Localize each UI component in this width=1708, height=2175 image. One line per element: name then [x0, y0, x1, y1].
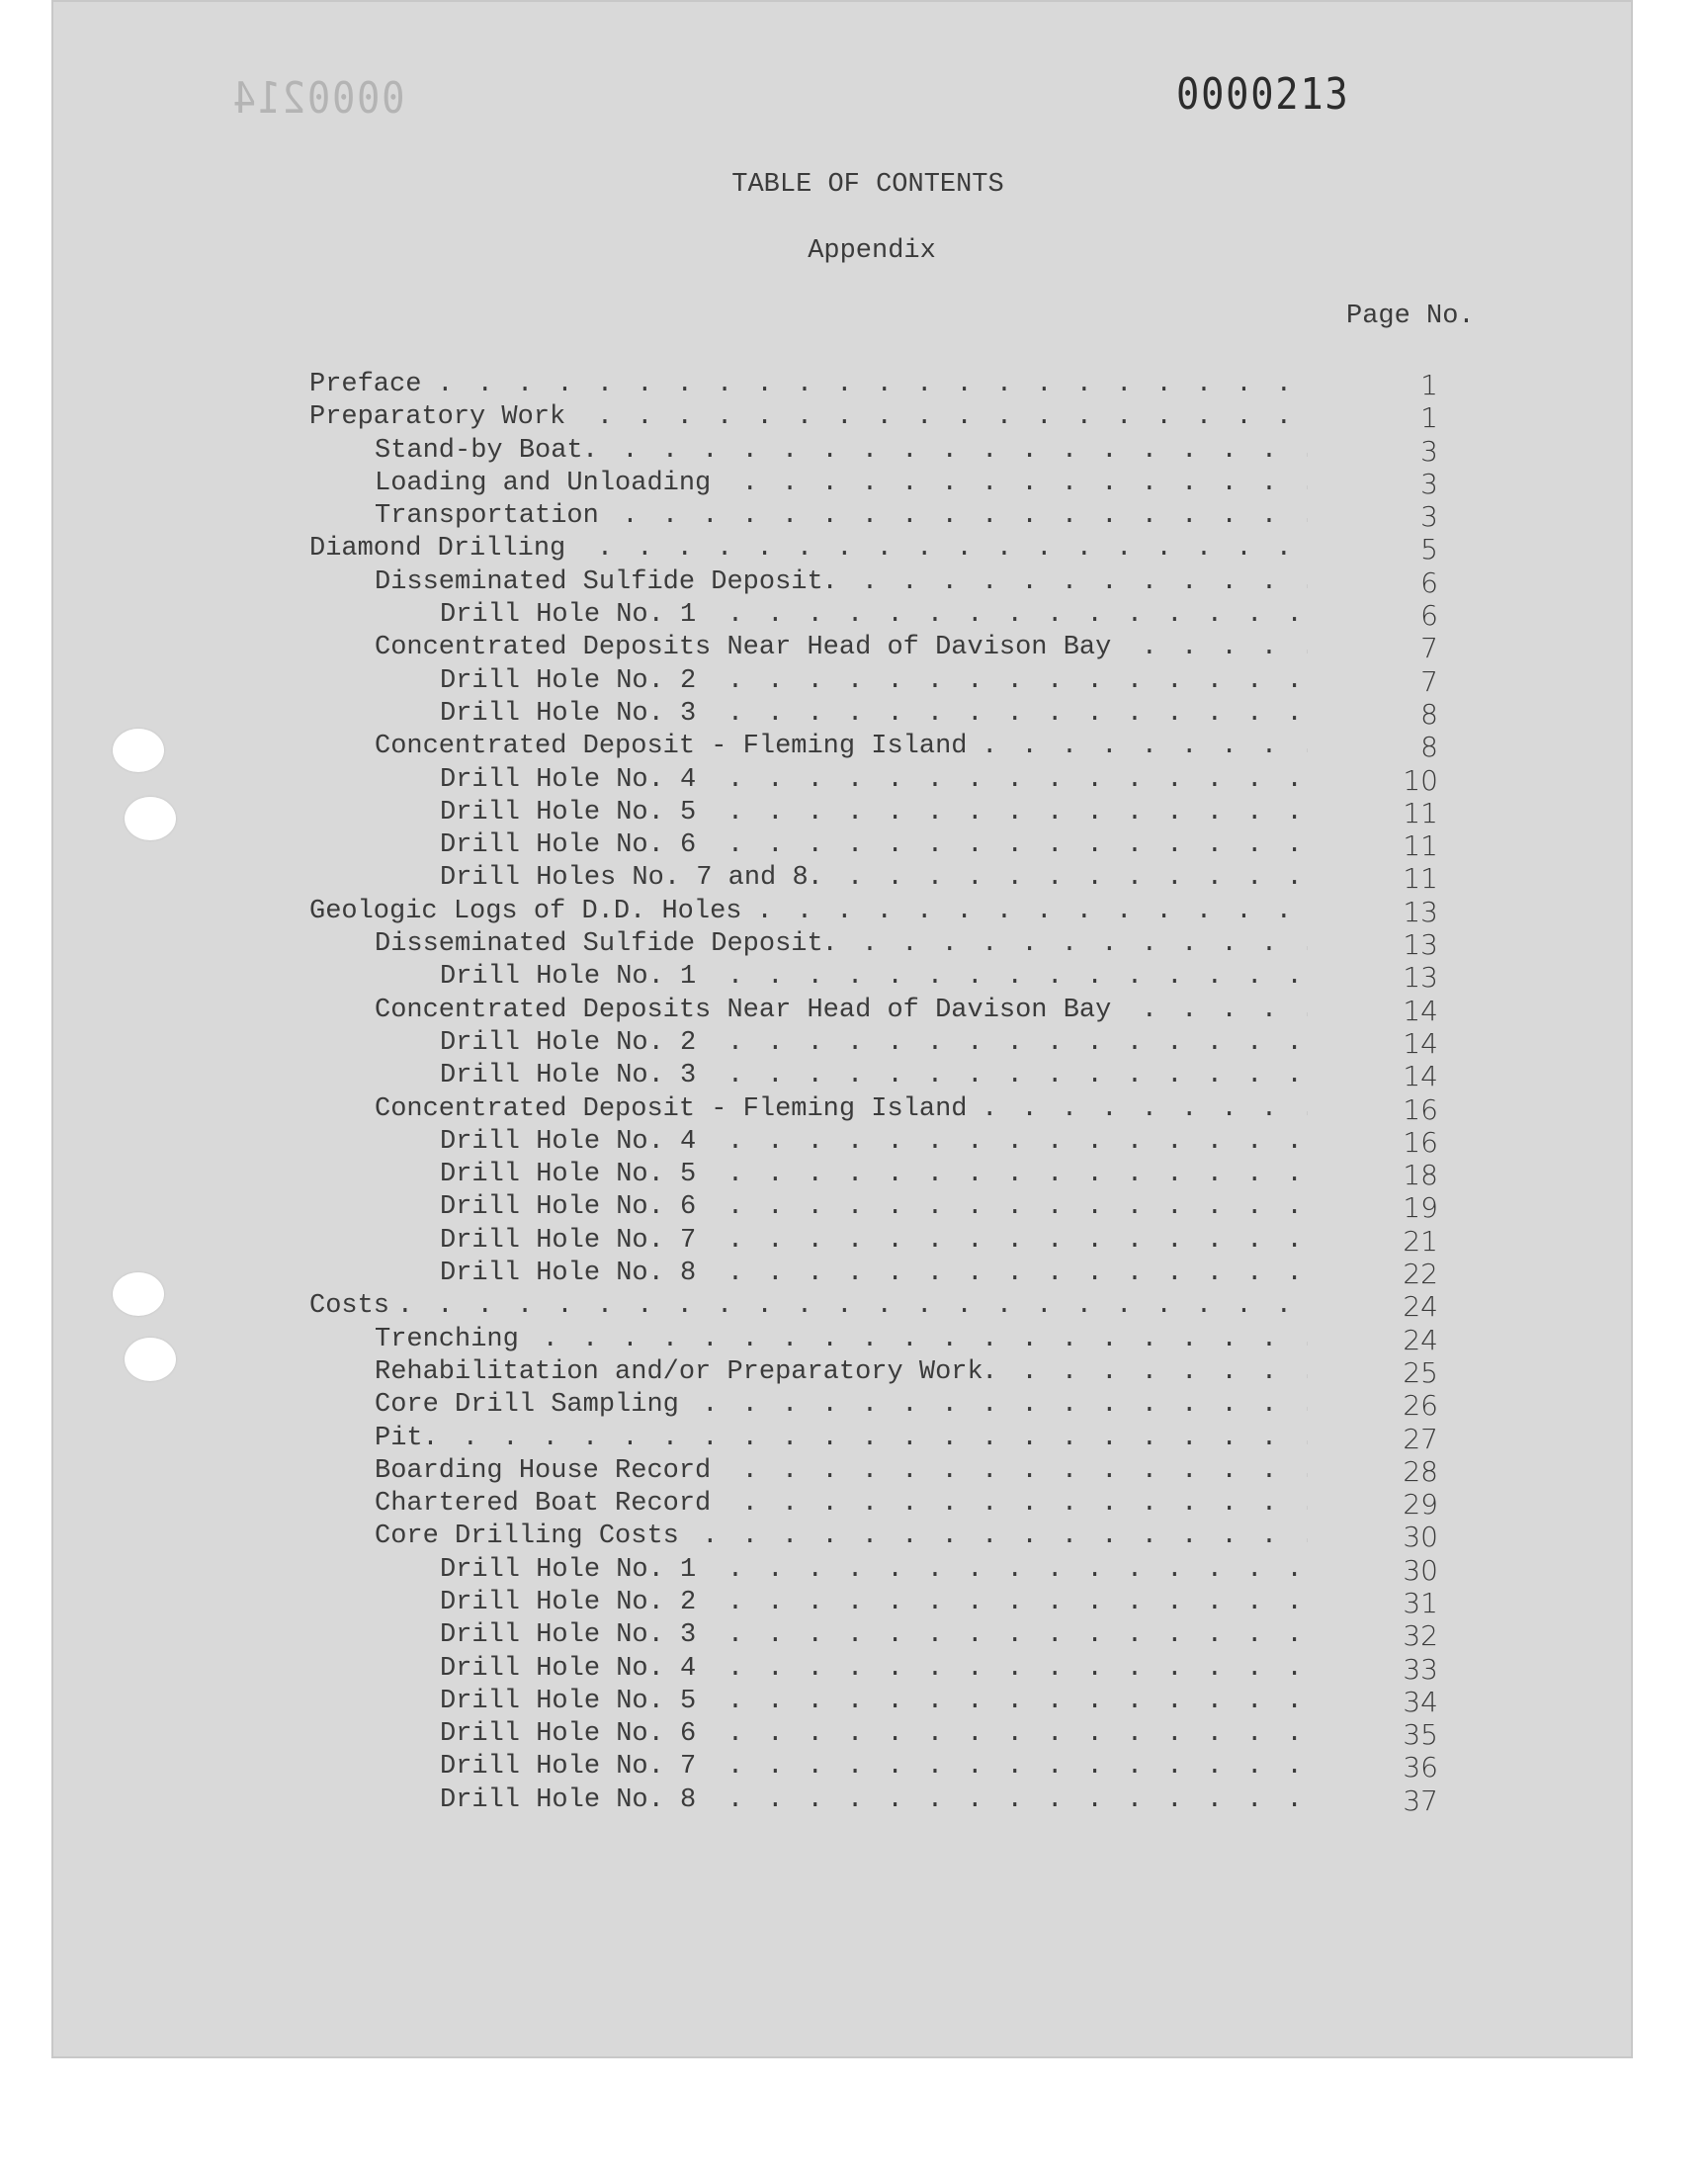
toc-entry-page-number: 7 — [1420, 632, 1438, 665]
toc-entry — [309, 1356, 1456, 1389]
toc-entry — [309, 764, 1456, 797]
toc-entry-label: Core Drilling Costs — [375, 1521, 683, 1553]
toc-entry — [309, 829, 1456, 862]
toc-entry-label: Rehabilitation and/or Preparatory Work — [375, 1356, 987, 1389]
toc-entry — [309, 896, 1456, 928]
toc-entry-page-number: 13 — [1403, 928, 1438, 962]
toc-entry-label: Drill Hole No. 1 — [440, 1554, 700, 1587]
toc-entry — [309, 1159, 1456, 1191]
toc-entry — [309, 1587, 1456, 1619]
toc-entry-label: Disseminated Sulfide Deposit — [375, 928, 827, 961]
toc-entry-page-number: 10 — [1403, 763, 1438, 797]
toc-entry-label: Drill Hole No. 5 — [440, 1686, 700, 1718]
toc-entry-label: Concentrated Deposit - Fleming Island — [375, 1093, 972, 1126]
table-of-contents — [309, 369, 1456, 1817]
toc-entry-page-number: 5 — [1420, 533, 1438, 566]
punch-hole — [125, 1338, 176, 1381]
toc-entry — [309, 468, 1456, 500]
toc-entry — [309, 1686, 1456, 1718]
toc-entry-page-number: 18 — [1403, 1159, 1438, 1192]
toc-entry-label: Diamond Drilling — [309, 533, 569, 566]
toc-entry — [309, 1093, 1456, 1126]
toc-entry — [309, 1554, 1456, 1587]
toc-entry-page-number: 31 — [1403, 1586, 1438, 1619]
toc-entry-page-number: 1 — [1420, 369, 1438, 401]
toc-entry-page-number: 1 — [1420, 401, 1438, 435]
toc-entry — [309, 500, 1456, 533]
toc-entry-label: Drill Hole No. 4 — [440, 1653, 700, 1686]
toc-entry-label: Pit — [375, 1423, 427, 1455]
toc-entry-page-number: 35 — [1403, 1718, 1438, 1752]
toc-entry — [309, 928, 1456, 961]
toc-entry-page-number: 11 — [1403, 796, 1438, 829]
toc-entry-label: Preparatory Work — [309, 401, 569, 434]
toc-entry — [309, 1389, 1456, 1422]
toc-entry-label: Drill Holes No. 7 and 8 — [440, 862, 812, 895]
toc-entry-label: Chartered Boat Record — [375, 1488, 715, 1521]
toc-entry-page-number: 11 — [1403, 829, 1438, 863]
bleed-through-stamp: 0000214 — [230, 73, 405, 124]
toc-entry-label: Geologic Logs of D.D. Holes — [309, 896, 745, 928]
toc-entry — [309, 698, 1456, 731]
toc-entry-page-number: 16 — [1403, 1092, 1438, 1126]
toc-entry-page-number: 19 — [1403, 1191, 1438, 1225]
toc-entry — [309, 862, 1456, 895]
toc-entry — [309, 1027, 1456, 1060]
toc-entry-label: Drill Hole No. 5 — [440, 797, 700, 829]
toc-entry-page-number: 29 — [1403, 1488, 1438, 1522]
toc-entry-page-number: 30 — [1403, 1553, 1438, 1587]
toc-entry-label: Disseminated Sulfide Deposit — [375, 566, 827, 599]
page-title: TABLE OF CONTENTS — [731, 170, 1004, 200]
toc-entry-label: Drill Hole No. 6 — [440, 1191, 700, 1224]
toc-entry-page-number: 27 — [1403, 1422, 1438, 1455]
toc-entry-label: Drill Hole No. 7 — [440, 1225, 700, 1258]
toc-entry-page-number: 6 — [1420, 566, 1438, 599]
toc-entry — [309, 665, 1456, 698]
toc-entry-label: Trenching — [375, 1324, 523, 1356]
toc-entry-label: Drill Hole No. 6 — [440, 1718, 700, 1751]
toc-entry — [309, 1324, 1456, 1356]
toc-entry-page-number: 26 — [1403, 1389, 1438, 1423]
document-number-stamp: 0000213 — [1176, 69, 1350, 120]
toc-entry-page-number: 21 — [1403, 1224, 1438, 1258]
punch-hole — [125, 797, 176, 840]
toc-entry-page-number: 6 — [1420, 599, 1438, 633]
toc-entry-label: Drill Hole No. 2 — [440, 665, 700, 698]
page-subtitle: Appendix — [808, 236, 936, 266]
toc-entry-page-number: 37 — [1403, 1784, 1438, 1817]
toc-entry-page-number: 36 — [1403, 1751, 1438, 1784]
toc-entry-page-number: 14 — [1403, 1026, 1438, 1060]
toc-entry-label: Drill Hole No. 3 — [440, 698, 700, 731]
toc-entry — [309, 1455, 1456, 1488]
toc-entry — [309, 435, 1456, 468]
toc-entry — [309, 1718, 1456, 1751]
toc-entry-page-number: 8 — [1420, 731, 1438, 764]
toc-entry — [309, 533, 1456, 566]
toc-entry-page-number: 25 — [1403, 1355, 1438, 1389]
toc-entry-page-number: 33 — [1403, 1652, 1438, 1686]
toc-entry-page-number: 24 — [1403, 1290, 1438, 1324]
toc-entry — [309, 797, 1456, 829]
toc-entry — [309, 1290, 1456, 1323]
toc-entry-label: Concentrated Deposits Near Head of Davison Bay — [375, 995, 1115, 1027]
toc-entry-page-number: 13 — [1403, 961, 1438, 995]
toc-entry — [309, 632, 1456, 664]
dot-leader — [317, 369, 1308, 401]
toc-entry — [309, 1619, 1456, 1652]
page-number-column-header: Page No. — [1346, 302, 1475, 331]
dot-leader — [383, 1423, 1308, 1455]
toc-entry-label: Transportation — [375, 500, 603, 533]
toc-entry-label: Drill Hole No. 4 — [440, 764, 700, 797]
punch-hole — [113, 729, 164, 772]
toc-entry-label: Drill Hole No. 7 — [440, 1751, 700, 1784]
toc-entry-page-number: 32 — [1403, 1619, 1438, 1653]
toc-entry-page-number: 3 — [1420, 434, 1438, 468]
toc-entry-page-number: 24 — [1403, 1323, 1438, 1356]
toc-entry — [309, 1191, 1456, 1224]
punch-hole — [113, 1272, 164, 1316]
toc-entry-label: Drill Hole No. 5 — [440, 1159, 700, 1191]
toc-entry-label: Costs — [309, 1290, 393, 1323]
toc-entry-page-number: 22 — [1403, 1258, 1438, 1291]
toc-entry — [309, 1126, 1456, 1159]
toc-entry-page-number: 8 — [1420, 697, 1438, 731]
toc-entry-label: Boarding House Record — [375, 1455, 715, 1488]
toc-entry-page-number: 14 — [1403, 994, 1438, 1027]
toc-entry-page-number: 30 — [1403, 1521, 1438, 1554]
toc-entry — [309, 1060, 1456, 1092]
toc-entry-label: Core Drill Sampling — [375, 1389, 683, 1422]
toc-entry-label: Drill Hole No. 6 — [440, 829, 700, 862]
toc-entry-label: Preface — [309, 369, 425, 401]
toc-entry — [309, 1423, 1456, 1455]
toc-entry — [309, 1784, 1456, 1817]
toc-entry-page-number: 11 — [1403, 862, 1438, 896]
toc-entry — [309, 1653, 1456, 1686]
toc-entry — [309, 1751, 1456, 1784]
toc-entry-label: Drill Hole No. 4 — [440, 1126, 700, 1159]
toc-entry-label: Drill Hole No. 1 — [440, 961, 700, 994]
toc-entry-label: Drill Hole No. 8 — [440, 1258, 700, 1290]
toc-entry-label: Concentrated Deposits Near Head of Davison Bay — [375, 632, 1115, 664]
toc-entry — [309, 401, 1456, 434]
toc-entry-label: Loading and Unloading — [375, 468, 715, 500]
dot-leader — [317, 1290, 1308, 1323]
toc-entry — [309, 731, 1456, 763]
toc-entry-label: Drill Hole No. 8 — [440, 1784, 700, 1817]
toc-entry — [309, 1521, 1456, 1553]
toc-entry-label: Stand-by Boat — [375, 435, 587, 468]
toc-entry-page-number: 3 — [1420, 500, 1438, 534]
toc-entry-label: Drill Hole No. 1 — [440, 599, 700, 632]
toc-entry-page-number: 7 — [1420, 664, 1438, 698]
toc-entry-page-number: 34 — [1403, 1685, 1438, 1718]
toc-entry-label: Concentrated Deposit - Fleming Island — [375, 731, 972, 763]
toc-entry-label: Drill Hole No. 2 — [440, 1587, 700, 1619]
toc-entry — [309, 1258, 1456, 1290]
toc-entry-label: Drill Hole No. 3 — [440, 1060, 700, 1092]
toc-entry — [309, 599, 1456, 632]
toc-entry-page-number: 16 — [1403, 1125, 1438, 1159]
toc-entry — [309, 369, 1456, 401]
toc-entry-page-number: 3 — [1420, 467, 1438, 500]
toc-entry-page-number: 28 — [1403, 1454, 1438, 1488]
toc-entry — [309, 1225, 1456, 1258]
toc-entry-page-number: 13 — [1403, 895, 1438, 928]
toc-entry — [309, 566, 1456, 599]
toc-entry-label: Drill Hole No. 2 — [440, 1027, 700, 1060]
toc-entry-label: Drill Hole No. 3 — [440, 1619, 700, 1652]
toc-entry — [309, 995, 1456, 1027]
toc-entry-page-number: 14 — [1403, 1060, 1438, 1093]
toc-entry — [309, 961, 1456, 994]
toc-entry — [309, 1488, 1456, 1521]
